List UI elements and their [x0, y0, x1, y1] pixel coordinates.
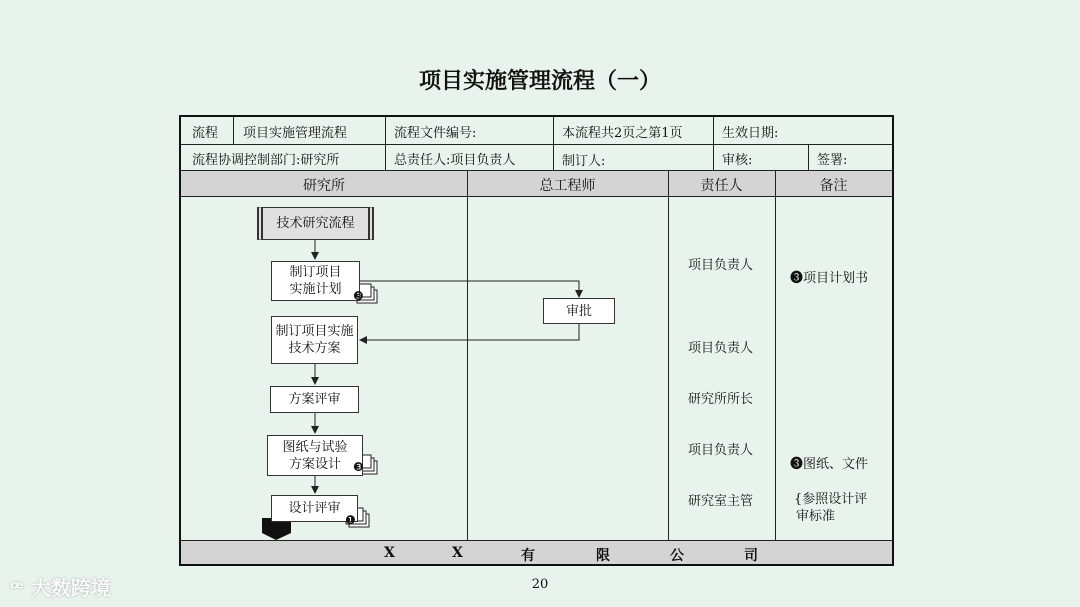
- step-tech-research: 技术研究流程: [257, 207, 374, 240]
- badge-3: ❸: [353, 289, 364, 303]
- page-number: 20: [531, 577, 549, 592]
- arrow-to-approve: [360, 281, 579, 297]
- responsible-5: 研究室主管: [688, 494, 754, 509]
- review-label: 审核:: [722, 153, 753, 168]
- responsible-3: 研究所所长: [688, 392, 754, 407]
- badge-3: ❸: [353, 460, 364, 474]
- column-header-chief-engineer: 总工程师: [539, 178, 596, 194]
- step-design-review: 设计评审: [271, 495, 358, 522]
- note-plan-doc: ❸项目计划书: [790, 271, 869, 286]
- note-review-standard-1: {参照设计评: [794, 492, 868, 507]
- note-drawings: ❸图纸、文件: [790, 457, 869, 472]
- company-char: 有: [521, 548, 535, 564]
- watermark-logo: [10, 572, 111, 601]
- sign-label: 签署:: [817, 153, 848, 168]
- doc-number-label: 流程文件编号:: [394, 126, 477, 141]
- maker-label: 制订人:: [562, 154, 606, 169]
- step-plan-review: 方案评审: [270, 386, 359, 413]
- company-char: 限: [596, 548, 610, 564]
- responsible-2: 项目负责人: [688, 341, 754, 356]
- effective-date-label: 生效日期:: [722, 126, 779, 141]
- step-approve: 审批: [543, 298, 615, 324]
- dept-label: 流程协调控制部门:研究所: [192, 153, 340, 168]
- responsible-1: 项目负责人: [688, 258, 754, 273]
- step-drawing-design: 图纸与试验 方案设计: [267, 435, 363, 476]
- flow-label: 流程: [192, 126, 219, 141]
- company-char: 公: [670, 548, 684, 564]
- flow-name: 项目实施管理流程: [243, 126, 348, 141]
- company-char: X: [452, 545, 463, 561]
- watermark-text: 大数跨境: [30, 576, 111, 600]
- column-header-notes: 备注: [819, 178, 848, 194]
- chat-bubble-icon: ꟹ: [10, 576, 24, 600]
- note-review-standard-2: 审标准: [796, 509, 836, 524]
- column-header-research: 研究所: [303, 178, 345, 194]
- page-count: 本流程共2页之第1页: [562, 126, 683, 141]
- arrow-from-approve: [360, 324, 579, 340]
- owner-label: 总责任人:项目负责人: [394, 153, 516, 168]
- company-char: 司: [744, 548, 758, 564]
- badge-1: ❶: [345, 513, 356, 527]
- company-char: X: [384, 545, 395, 561]
- page-title: 项目实施管理流程（一）: [418, 69, 661, 94]
- step-tech-plan: 制订项目实施 技术方案: [271, 316, 358, 364]
- step-make-plan: 制订项目 实施计划: [271, 261, 360, 301]
- column-header-responsible: 责任人: [700, 178, 743, 194]
- responsible-4: 项目负责人: [688, 443, 754, 458]
